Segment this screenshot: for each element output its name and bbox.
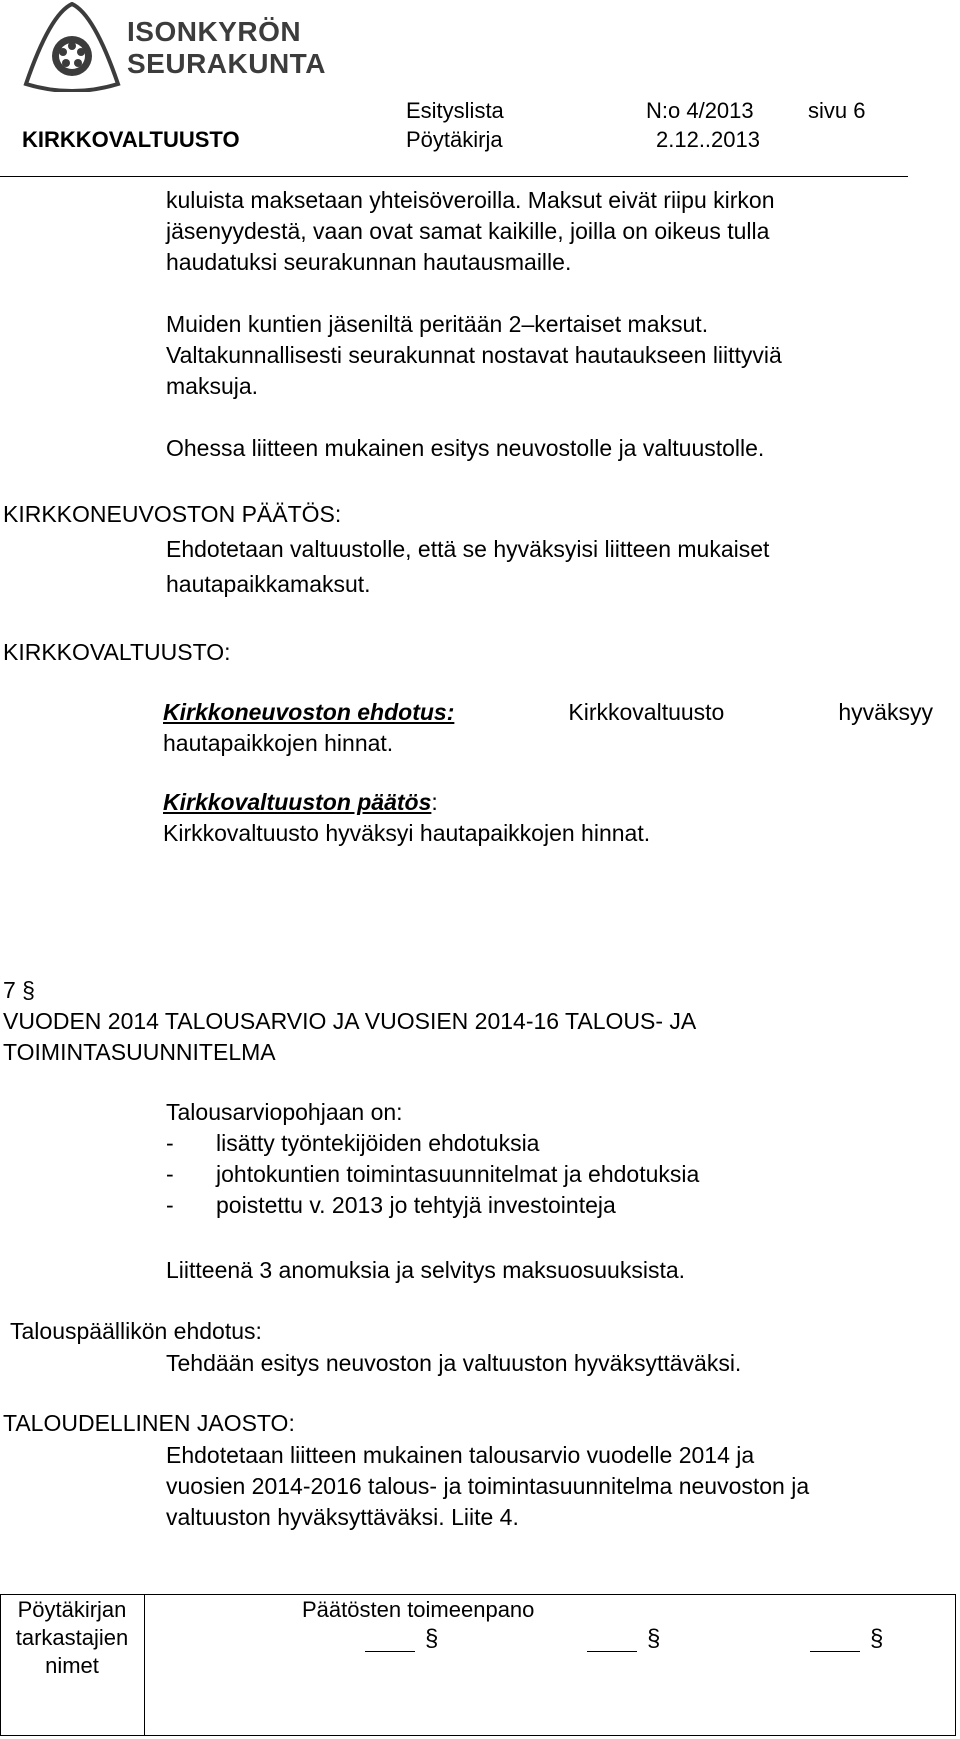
attachments-text: Liitteenä 3 anomuksia ja selvitys maksuosuuksista. [166, 1257, 686, 1283]
proposal-word-2: hyväksyy [838, 699, 933, 725]
logo-line2: SEURAKUNTA [127, 48, 326, 79]
section-number: 7 § [3, 977, 35, 1003]
paragraph-2: Muiden kuntien jäseniltä peritään 2–kertaiset maksut. Valtakunnallisesti seurakunnat nostavat hautaukseen liittyviä maksuja. [166, 311, 782, 399]
finance-head-text: Tehdään esitys neuvoston ja valtuuston hyväksyttäväksi. [166, 1350, 742, 1376]
paragraph-3: Ohessa liitteen mukainen esitys neuvostolle ja valtuustolle. [166, 435, 765, 461]
section-mark-1: § [425, 1625, 439, 1652]
page-number: sivu 6 [808, 98, 866, 123]
list-item: - lisätty työntekijöiden ehdotuksia [166, 1130, 540, 1156]
budget-intro: Talousarviopohjaan on: [166, 1099, 403, 1125]
blank-line-1 [365, 1651, 415, 1652]
section-mark-3: § [870, 1625, 884, 1652]
proposal-line [163, 697, 933, 728]
assembly-decision-label: Kirkkovaltuuston päätös [163, 789, 432, 815]
finance-committee-label: TALOUDELLINEN JAOSTO: [3, 1410, 295, 1436]
council-decision-text: Ehdotetaan valtuustolle, että se hyväksyisi liitteen mukaiset hautapaikkamaksut. [166, 536, 770, 597]
finance-committee-text: Ehdotetaan liitteen mukainen talousarvio vuodelle 2014 ja vuosien 2014-2016 talous- ja toimintasuunnitelma neuvoston ja valtuuston hyväksyttäväksi. Liite 4. [166, 1442, 810, 1530]
proposal-line-2: hautapaikkojen hinnat. [163, 730, 394, 756]
record-date: 2.12..2013 [656, 127, 760, 152]
checkers-label: Pöytäkirjan tarkastajien nimet [15, 1597, 129, 1678]
assembly-decision-heading: Kirkkovaltuuston päätös: [163, 789, 438, 815]
council-decision-label: KIRKKONEUVOSTON PÄÄTÖS: [3, 501, 342, 527]
section-title: VUODEN 2014 TALOUSARVIO JA VUOSIEN 2014-16 TALOUS- JA TOIMINTASUUNNITELMA [3, 1008, 697, 1065]
section-mark-2: § [647, 1625, 661, 1652]
assembly-decision-text: Kirkkovaltuusto hyväksyi hautapaikkojen hinnat. [163, 820, 651, 846]
implementation-label: Päätösten toimeenpano [302, 1597, 535, 1622]
blank-line-3 [810, 1651, 860, 1652]
assembly-label: KIRKKOVALTUUSTO: [3, 639, 231, 665]
logo-line1: ISONKYRÖN [127, 16, 302, 47]
blank-line-2 [587, 1651, 637, 1652]
proposal-label: Kirkkoneuvoston ehdotus: [163, 699, 455, 725]
doc-number: N:o 4/2013 [646, 98, 754, 123]
header-rule [0, 176, 908, 177]
paragraph-1: kuluista maksetaan yhteisöveroilla. Maksut eivät riipu kirkon jäsenyydestä, vaan ovat samat kaikille, joilla on oikeus tulla haudatuksi seurakunnan hautausmaille. [166, 187, 775, 275]
budget-list [166, 1128, 699, 1221]
record-type: Pöytäkirja [406, 127, 503, 152]
list-item: - johtokuntien toimintasuunnitelmat ja ehdotuksia [166, 1161, 700, 1187]
proposal-word-1: Kirkkovaltuusto [568, 699, 725, 725]
doc-type: Esityslista [406, 98, 504, 123]
parish-logo-icon [22, 2, 122, 92]
list-item: - poistettu v. 2013 jo tehtyjä investointeja [166, 1192, 616, 1218]
finance-head-label: Talouspäällikön ehdotus: [10, 1318, 262, 1344]
body-name: KIRKKOVALTUUSTO [22, 127, 240, 152]
